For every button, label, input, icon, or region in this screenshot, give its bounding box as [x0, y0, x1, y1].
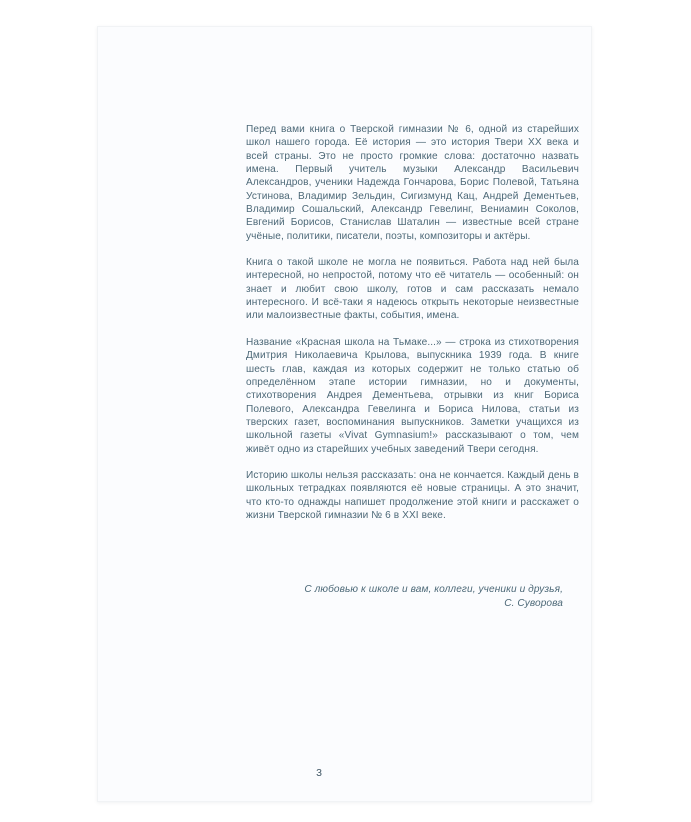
signature-author: С. Суворова	[504, 597, 563, 609]
intro-text-block	[246, 123, 579, 535]
book-page	[97, 26, 592, 802]
intro-paragraph-2: Книга о такой школе не могла не появиться. Работа над ней была интересной, но непростой, потому что её читатель — особенный: он знает и любит свою школу, готов и сам рассказать немало интересного. И всё-таки я надеюсь открыть некоторые неизвестные или малоизвестные факты, события, имена.	[246, 257, 579, 322]
intro-paragraph-4: Историю школы нельзя рассказать: она не кончается. Каждый день в школьных тетрадках появляются её новые страницы. А это значит, что кто-то однажды напишет продолжение этой книги и расскажет о жизни Тверской гимназии № 6 в XXI веке.	[246, 469, 579, 521]
page-number: 3	[316, 767, 322, 779]
intro-paragraph-1: Перед вами книга о Тверской гимназии № 6, одной из старейших школ нашего города. Её история — это история Твери XX века и всей страны. Это не просто громкие слова: достаточно назвать имена. Первый учитель музыки Александр Васильевич Александров, ученики Надежда Гончарова, Борис Полевой, Татьяна Устинова, Владимир Зельдин, Сигизмунд Кац, Андрей Дементьев, Владимир Сошальский, Александр Гевелинг, Вениамин Соколов, Евгений Борисов, Станислав Шаталин — известные всей стране учёные, политики, писатели, поэты, композиторы и актёры.	[246, 124, 579, 242]
signature-block	[246, 583, 579, 610]
signature-dedication: С любовью к школе и вам, коллеги, ученики и друзья,	[304, 584, 563, 595]
intro-paragraph-3: Название «Красная школа на Тьмаке...» — строка из стихотворения Дмитрия Николаевича Крылова, выпускника 1939 года. В книге шесть глав, каждая из которых содержит не только статью об определённом этапе истории гимназии, но и документы, стихотворения Андрея Дементьева, отрывки из книг Бориса Полевого, Александра Гевелинга и Бориса Нилова, статьи из тверских газет, воспоминания выпускников. Заметки учащихся из школьной газеты «Vivat Gymnasium!» рассказывают о том, чем живёт одно из старейших учебных заведений Твери сегодня.	[246, 336, 579, 455]
